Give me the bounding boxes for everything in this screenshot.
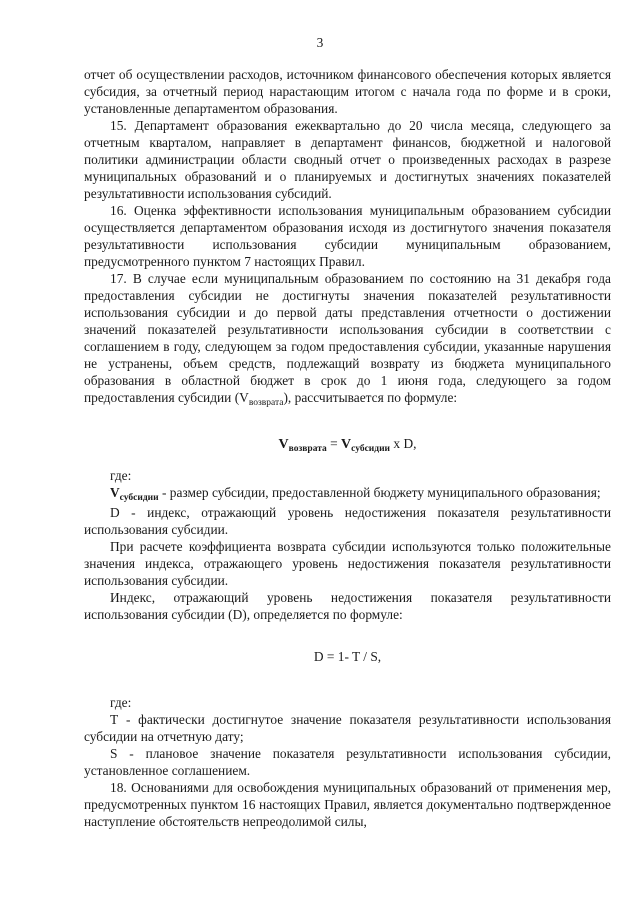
- formula-return-rest: x D,: [390, 436, 417, 451]
- paragraph-18: 18. Основаниями для освобождения муниципальных образований от применения мер, предусмотренных пунктом 16 настоящих Правил, является документально подтвержденное наступление обстоятельств непреодолимой силы,: [84, 780, 611, 829]
- paragraph-17-tail: рассчитывается по формуле:: [291, 390, 458, 405]
- definition-s: S - плановое значение показателя результативности использования субсидии, установленное соглашением.: [84, 746, 611, 778]
- definition-v-symbol: V: [110, 485, 120, 500]
- formula-return-v-sub: возврата: [288, 444, 327, 454]
- definition-v-text: - размер субсидии, предоставленной бюджету муниципального образования;: [158, 485, 601, 500]
- paragraph-17: [84, 270, 611, 409]
- where-label-2: где:: [110, 695, 132, 710]
- formula-return-eq: =: [326, 436, 341, 451]
- paragraph-index: Индекс, отражающий уровень недостижения показателя результативности использования субсидии (D), определяется по формуле:: [84, 590, 611, 622]
- page-number: 3: [316, 35, 324, 50]
- paragraph-17-var-sub: возврата: [248, 398, 284, 408]
- formula-subsidy-v: V: [341, 437, 352, 452]
- formula-index: D = 1- T / S,: [313, 649, 382, 664]
- paragraph-calculation: При расчете коэффициента возврата субсидии используются только положительные значения индекса, отражающего уровень недостижения показателя результативности использования субсидии.: [84, 539, 611, 588]
- paragraph-16: 16. Оценка эффективности использования муниципальным образованием субсидии осуществляется департаментом образования исходя из достигнутого значения показателя результативности использования субсидии муниципальным образованием, предусмотренного пунктом 7 настоящих Правил.: [84, 203, 611, 269]
- definition-v-sub: субсидии: [119, 493, 159, 503]
- paragraph-17-var-close: ),: [283, 390, 292, 405]
- definition-v-subsidy: [84, 484, 611, 504]
- formula-return-v: V: [278, 437, 289, 452]
- definition-d: D - индекс, отражающий уровень недостижения показателя результативности использования субсидии.: [84, 505, 611, 537]
- paragraph-17-var-open: (: [234, 390, 240, 405]
- document-body: [84, 66, 611, 830]
- paragraph-intro: отчет об осуществлении расходов, источником финансового обеспечения которых является субсидия, за отчетный период нарастающим итогом с начала года по форме и в сроки, установленные департаментом образования.: [84, 67, 611, 116]
- paragraph-17-text: 17. В случае если муниципальным образованием по состоянию на 31 декабря года предоставления субсидии не достигнуты значения показателей результативности использования субсидии и до первой даты представления отчетности о достижении значений показателей результативности использования субсидии в соответствии с соглашением в году, следующем за годом предоставления субсидии, указанные нарушения не устранены, объем средств, подлежащий возврату из бюджета муниципального образования в областной бюджет в срок до 1 июня года, следующего за годом предоставления субсидии: [84, 271, 611, 405]
- definition-t: Т - фактически достигнутое значение показателя результативности использования субсидии на отчетную дату;: [84, 712, 611, 744]
- formula-subsidy-v-sub: субсидии: [351, 444, 391, 454]
- paragraph-15: 15. Департамент образования ежеквартально до 20 числа месяца, следующего за отчетным кварталом, направляет в департамент финансов, бюджетной и налоговой политики администрации области сводный отчет о произведенных расходах в разрезе муниципальных образований и о планируемых и достигнутых значениях показателей результативности использования субсидий.: [84, 118, 611, 201]
- where-label-1: где:: [110, 468, 132, 483]
- formula-return: [84, 435, 611, 455]
- paragraph-17-var: V: [239, 390, 249, 405]
